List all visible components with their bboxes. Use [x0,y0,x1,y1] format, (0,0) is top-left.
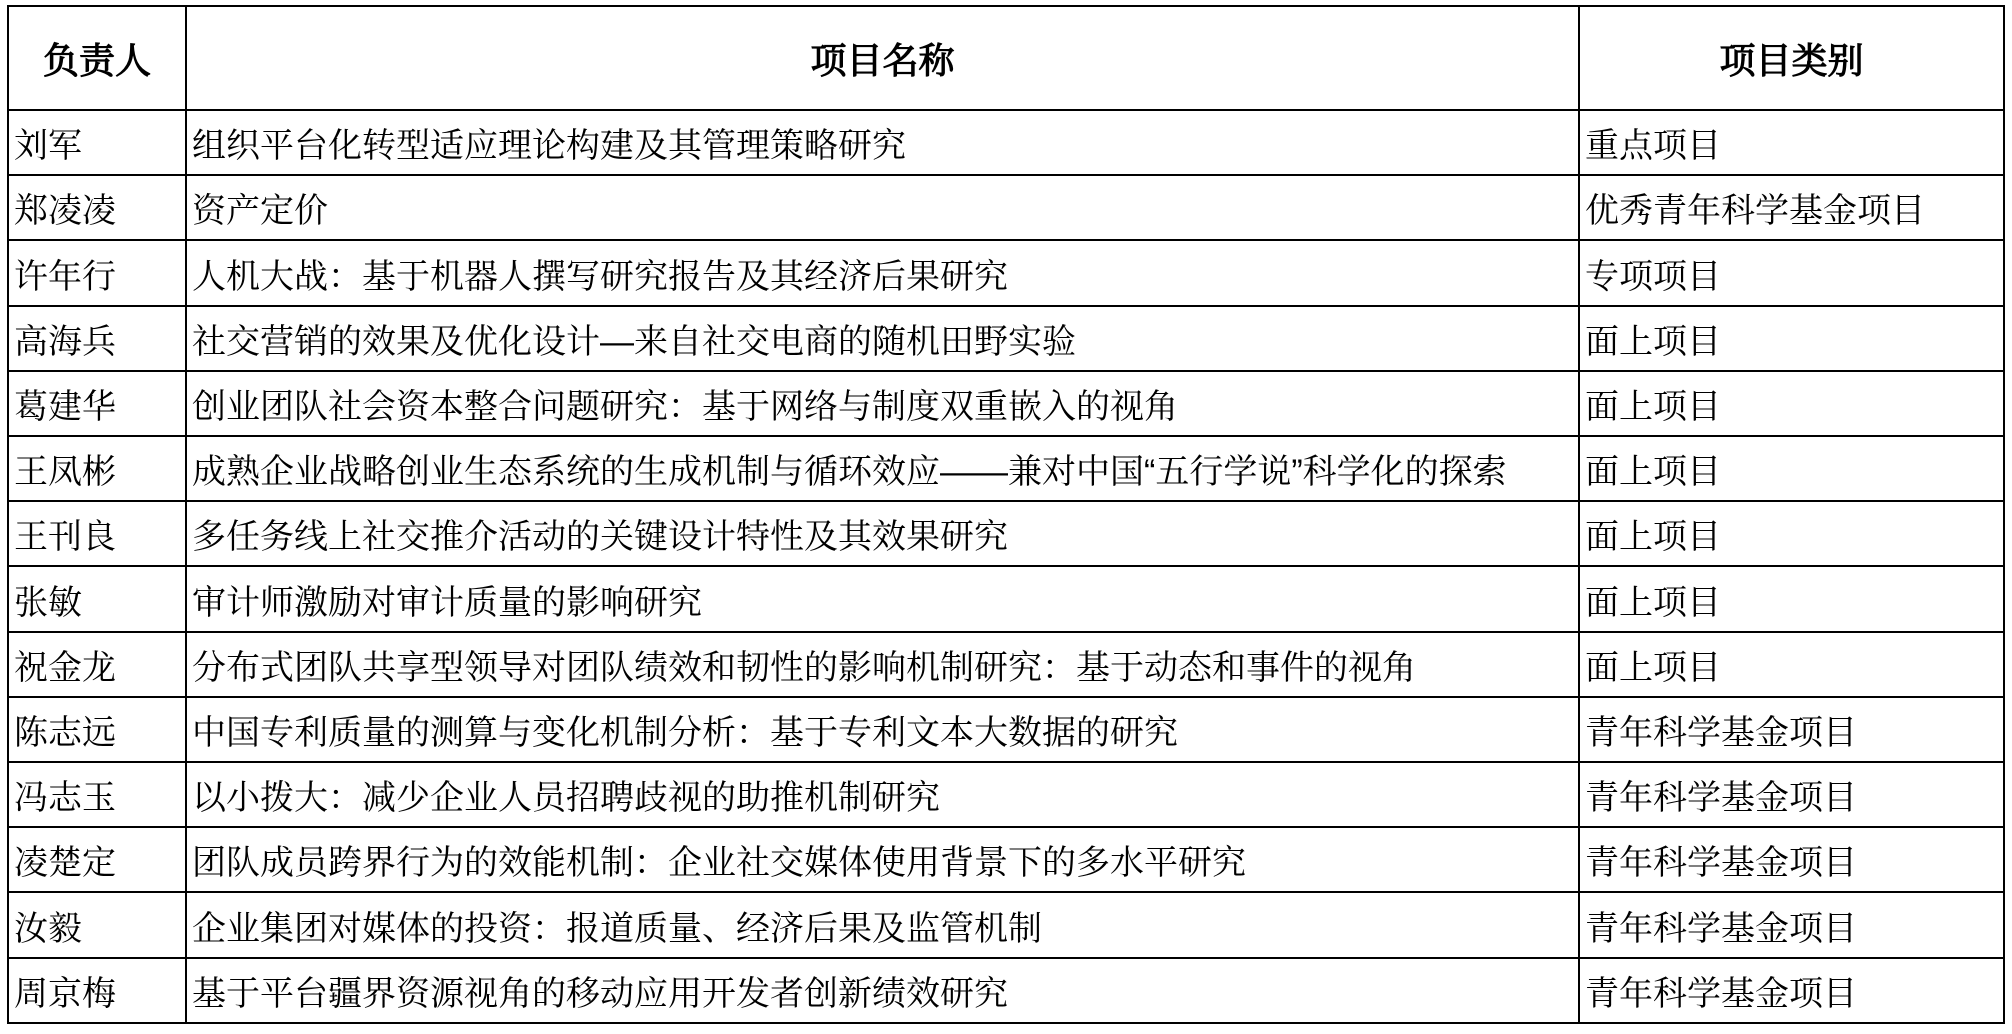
column-header-category: 项目类别 [1579,6,2004,110]
cell-leader: 王凤彬 [8,436,186,501]
cell-project: 成熟企业战略创业生态系统的生成机制与循环效应——兼对中国“五行学说”科学化的探索 [186,436,1579,501]
table-row [8,827,2004,892]
cell-category: 青年科学基金项目 [1579,827,2004,892]
cell-project: 企业集团对媒体的投资：报道质量、经济后果及监管机制 [186,892,1579,957]
cell-category: 青年科学基金项目 [1579,892,2004,957]
table-body [8,110,2004,1023]
cell-leader: 葛建华 [8,371,186,436]
cell-category: 面上项目 [1579,306,2004,371]
table-row [8,632,2004,697]
header-row [8,6,2004,110]
table-row [8,892,2004,957]
cell-leader: 高海兵 [8,306,186,371]
cell-leader: 许年行 [8,240,186,305]
cell-category: 重点项目 [1579,110,2004,175]
cell-project: 基于平台疆界资源视角的移动应用开发者创新绩效研究 [186,958,1579,1023]
cell-category: 优秀青年科学基金项目 [1579,175,2004,240]
table-row [8,240,2004,305]
cell-leader: 周京梅 [8,958,186,1023]
cell-leader: 王刊良 [8,501,186,566]
projects-table-container [7,5,2005,1024]
column-header-project: 项目名称 [186,6,1579,110]
cell-leader: 凌楚定 [8,827,186,892]
table-row [8,501,2004,566]
cell-leader: 陈志远 [8,697,186,762]
cell-category: 面上项目 [1579,371,2004,436]
table-row [8,762,2004,827]
cell-category: 专项项目 [1579,240,2004,305]
cell-project: 审计师激励对审计质量的影响研究 [186,566,1579,631]
cell-project: 创业团队社会资本整合问题研究：基于网络与制度双重嵌入的视角 [186,371,1579,436]
cell-project: 多任务线上社交推介活动的关键设计特性及其效果研究 [186,501,1579,566]
cell-project: 资产定价 [186,175,1579,240]
table-row [8,175,2004,240]
table-row [8,697,2004,762]
table-row [8,958,2004,1023]
cell-category: 面上项目 [1579,632,2004,697]
table-row [8,436,2004,501]
cell-project: 分布式团队共享型领导对团队绩效和韧性的影响机制研究：基于动态和事件的视角 [186,632,1579,697]
table-row [8,371,2004,436]
cell-project: 中国专利质量的测算与变化机制分析：基于专利文本大数据的研究 [186,697,1579,762]
cell-leader: 张敏 [8,566,186,631]
cell-project: 社交营销的效果及优化设计—来自社交电商的随机田野实验 [186,306,1579,371]
table-row [8,110,2004,175]
cell-category: 青年科学基金项目 [1579,958,2004,1023]
cell-category: 面上项目 [1579,501,2004,566]
column-header-leader: 负责人 [8,6,186,110]
cell-category: 青年科学基金项目 [1579,762,2004,827]
cell-category: 面上项目 [1579,566,2004,631]
cell-leader: 汝毅 [8,892,186,957]
cell-leader: 郑凌凌 [8,175,186,240]
projects-table [7,5,2005,1024]
cell-project: 人机大战：基于机器人撰写研究报告及其经济后果研究 [186,240,1579,305]
cell-category: 面上项目 [1579,436,2004,501]
cell-project: 以小拨大：减少企业人员招聘歧视的助推机制研究 [186,762,1579,827]
cell-leader: 冯志玉 [8,762,186,827]
cell-leader: 祝金龙 [8,632,186,697]
table-row [8,306,2004,371]
table-row [8,566,2004,631]
cell-project: 团队成员跨界行为的效能机制：企业社交媒体使用背景下的多水平研究 [186,827,1579,892]
cell-project: 组织平台化转型适应理论构建及其管理策略研究 [186,110,1579,175]
cell-category: 青年科学基金项目 [1579,697,2004,762]
cell-leader: 刘军 [8,110,186,175]
